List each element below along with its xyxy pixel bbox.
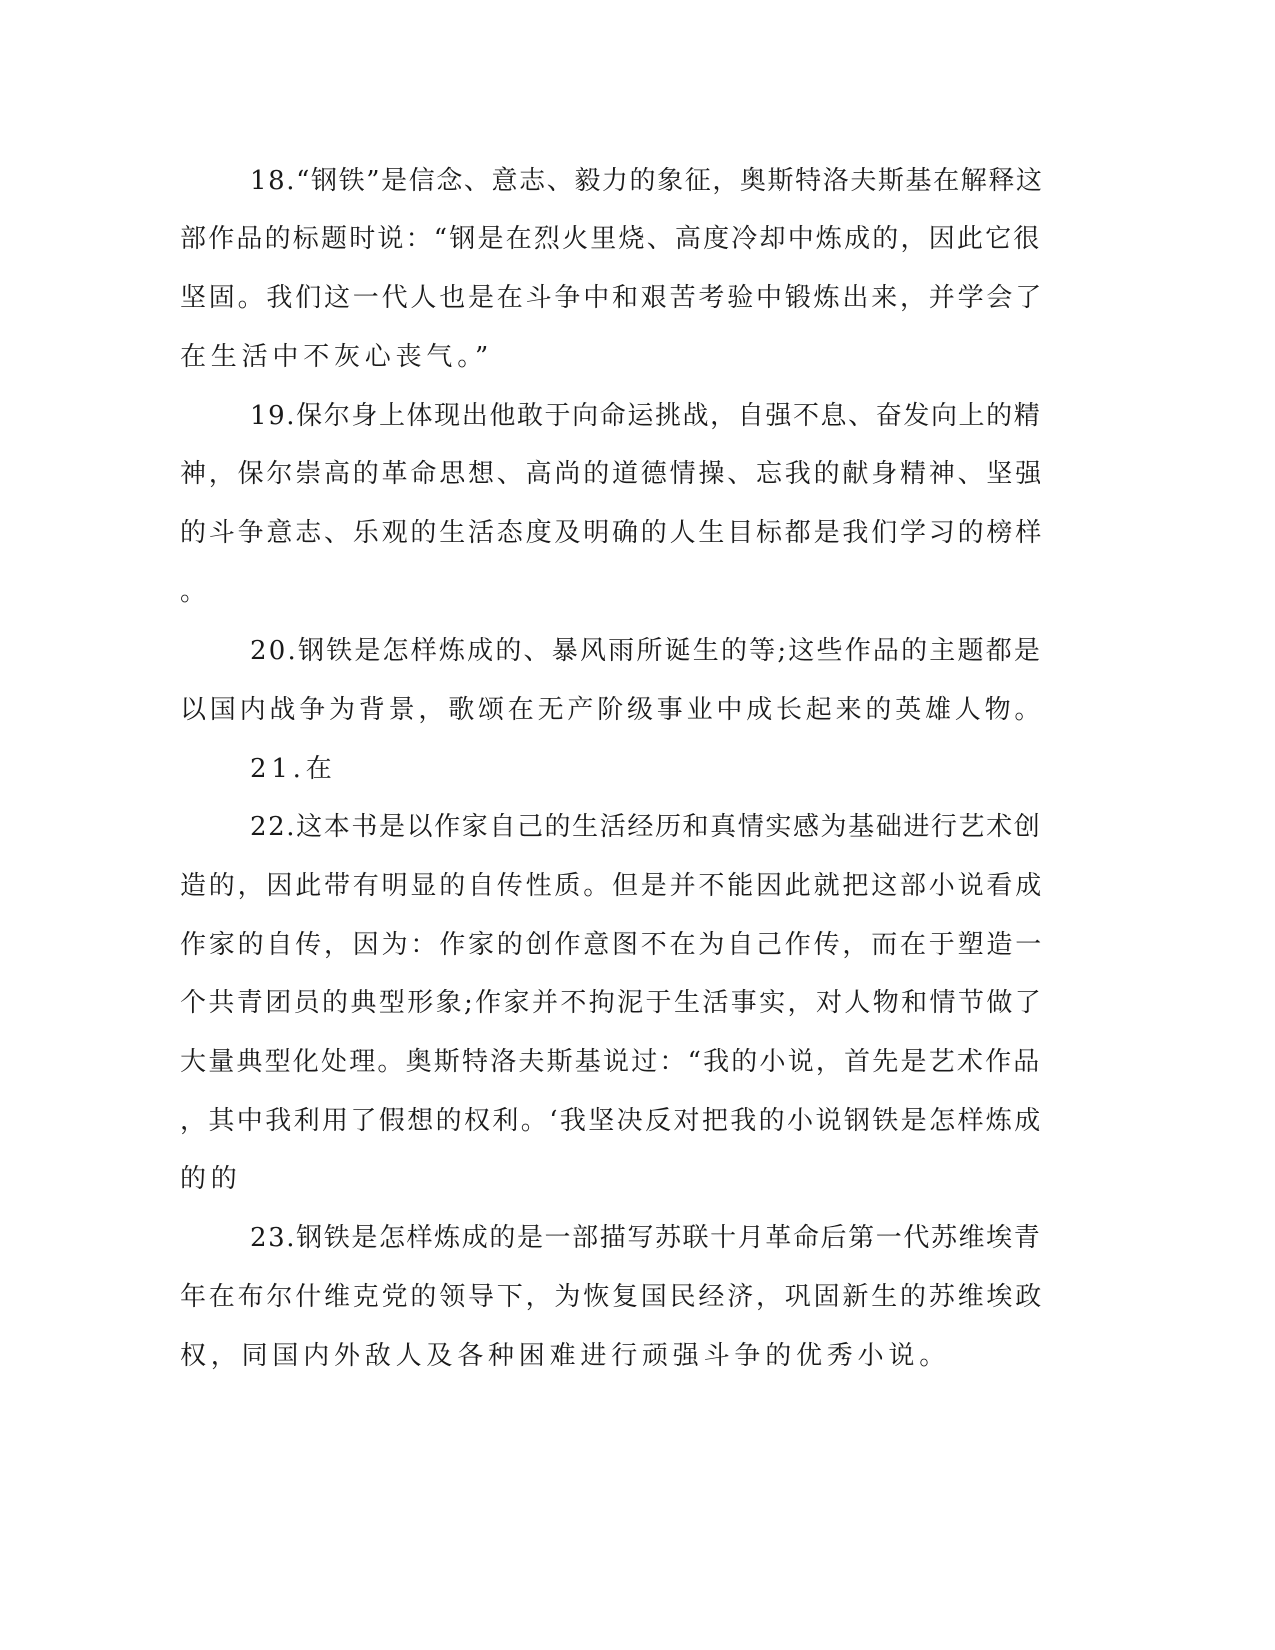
- paragraph-23-line-3: 权，同国内外敌人及各种困难进行顽强斗争的优秀小说。: [180, 1341, 951, 1371]
- paragraph-22-line-2: 造的，因此带有明显的自传性质。但是并不能因此就把这部小说看成: [180, 871, 1045, 901]
- paragraph-18-line-2: 部作品的标题时说：“钢是在烈火里烧、高度冷却中炼成的，因此它很: [180, 224, 1042, 254]
- paragraph-22-line-3: 作家的自传，因为：作家的创作意图不在为自己作传，而在于塑造一: [180, 930, 1045, 960]
- paragraph-19-line-4: 。: [180, 577, 211, 607]
- paragraph-19-line-2: 神，保尔崇高的革命思想、高尚的道德情操、忘我的献身精神、坚强: [180, 459, 1045, 489]
- paragraph-20-line-2: 以国内战争为背景，歌颂在无产阶级事业中成长起来的英雄人物。: [180, 695, 1045, 725]
- paragraph-23-line-1: 23.钢铁是怎样炼成的是一部描写苏联十月革命后第一代苏维埃青: [250, 1223, 1042, 1253]
- paragraph-18-line-1: 18.“钢铁”是信念、意志、毅力的象征，奥斯特洛夫斯基在解释这: [250, 166, 1044, 196]
- paragraph-20-line-1: 20.钢铁是怎样炼成的、暴风雨所诞生的等;这些作品的主题都是: [250, 636, 1043, 666]
- paragraph-18-line-4: 在生活中不灰心丧气。”: [180, 342, 494, 372]
- paragraph-19-line-1: 19.保尔身上体现出他敢于向命运挑战，自强不息、奋发向上的精: [250, 401, 1042, 431]
- paragraph-19-line-3: 的斗争意志、乐观的生活态度及明确的人生目标都是我们学习的榜样: [180, 518, 1045, 548]
- paragraph-22-line-7: 的的: [180, 1164, 242, 1194]
- paragraph-22-line-5: 大量典型化处理。奥斯特洛夫斯基说过：“我的小说，首先是艺术作品: [180, 1047, 1042, 1077]
- paragraph-23-line-2: 年在布尔什维克党的领导下，为恢复国民经济，巩固新生的苏维埃政: [180, 1282, 1045, 1312]
- paragraph-22-line-6: ，其中我利用了假想的权利。‘我坚决反对把我的小说钢铁是怎样炼成: [180, 1106, 1043, 1136]
- paragraph-22-line-1: 22.这本书是以作家自己的生活经历和真情实感为基础进行艺术创: [250, 812, 1042, 842]
- paragraph-18-line-3: 坚固。我们这一代人也是在斗争中和艰苦考验中锻炼出来，并学会了: [180, 283, 1045, 313]
- paragraph-21-line-1: 21.在: [250, 754, 337, 784]
- paragraph-22-line-4: 个共青团员的典型形象;作家并不拘泥于生活事实，对人物和情节做了: [180, 988, 1044, 1018]
